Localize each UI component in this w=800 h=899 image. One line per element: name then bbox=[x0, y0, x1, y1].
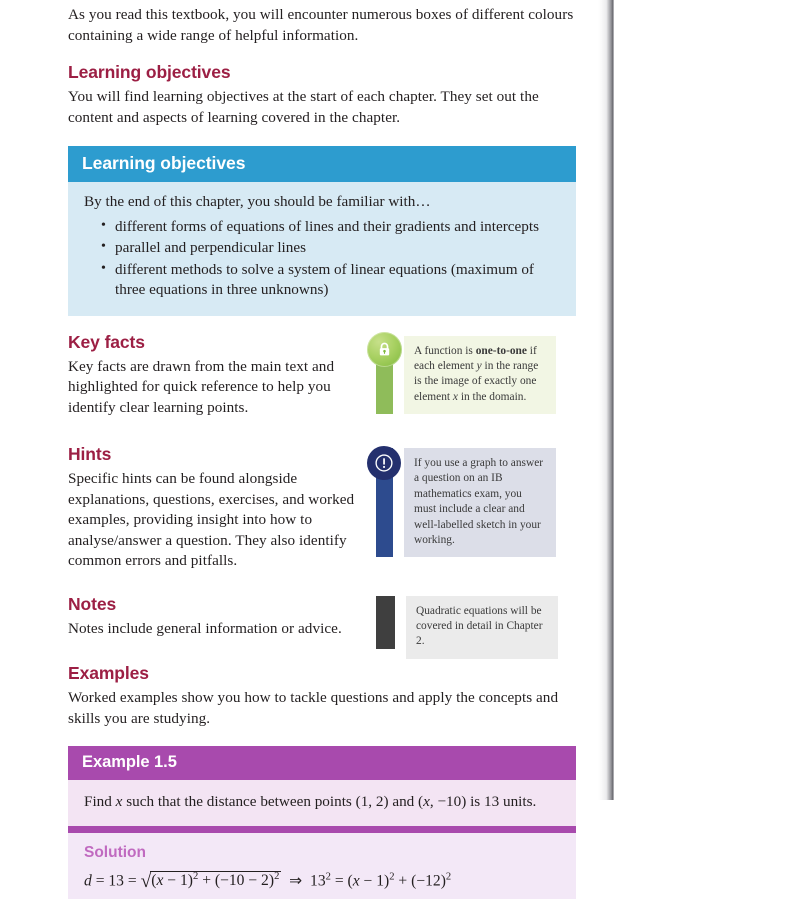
description-learning-objectives: You will find learning objectives at the start of each chapter. They set out the content and aspects of learning covered in the chapter. bbox=[68, 88, 539, 126]
heading-learning-objectives: Learning objectives bbox=[68, 62, 231, 82]
example-box-header bbox=[68, 746, 576, 780]
heading-hints: Hints bbox=[68, 444, 112, 464]
callout-text-run: y bbox=[476, 359, 482, 372]
math-variable-x: x bbox=[115, 793, 123, 810]
learning-objectives-list bbox=[84, 217, 560, 301]
spacer bbox=[68, 418, 576, 434]
spacer bbox=[68, 434, 576, 444]
learning-objectives-box bbox=[68, 146, 576, 316]
callout-text-run: A function is bbox=[414, 344, 476, 357]
hints-row bbox=[68, 444, 576, 572]
learning-objectives-box-title: Learning objectives bbox=[82, 153, 246, 173]
notes-row bbox=[68, 593, 576, 648]
learning-objectives-box-header bbox=[68, 146, 576, 182]
key-facts-callout-text bbox=[404, 336, 556, 415]
example-question: Find x such that the distance between points (1, 2) and (x, −10) is 13 units. bbox=[68, 780, 576, 826]
key-facts-callout bbox=[376, 336, 556, 415]
solution-equation: $d = 13 = √(x - 1)^2 + (-10 - 2)^2$ ⇒ $13^2 = (x - 1)^2 + (-12)^2$ bbox=[84, 870, 452, 892]
notes-text-column bbox=[68, 594, 368, 640]
callout-gap bbox=[395, 596, 406, 659]
math-variable-x: x bbox=[423, 793, 430, 810]
notes-callout-bar bbox=[376, 596, 395, 649]
example-box-title: Example 1.5 bbox=[82, 753, 177, 771]
description-notes: Notes include general information or advice. bbox=[68, 619, 342, 637]
heading-examples: Examples bbox=[68, 663, 149, 683]
key-facts-callout-bar bbox=[376, 336, 393, 415]
hints-callout-bar bbox=[376, 448, 393, 557]
spacer bbox=[68, 316, 576, 332]
exclamation-icon bbox=[367, 446, 401, 480]
page-content bbox=[68, 0, 576, 899]
hints-callout-text: If you use a graph to answer a question on an IB mathematics exam, you must include a clear and well-labelled sketch in your working. bbox=[404, 448, 556, 557]
description-key-facts: Key facts are drawn from the main text and highlighted for quick reference to help you identify clear learning points. bbox=[68, 357, 335, 416]
description-hints: Specific hints can be found alongside explanations, questions, exercises, and worked examples, providing insight into how to analyse/answer a question. They also identify common errors and pitfalls. bbox=[68, 470, 355, 569]
example-box bbox=[68, 746, 576, 899]
description-examples: Worked examples show you how to tackle questions and apply the concepts and skills you are studying. bbox=[68, 689, 559, 727]
callout-text-run: if each element bbox=[414, 344, 537, 372]
callout-text-run: in the domain. bbox=[457, 390, 527, 403]
hints-callout bbox=[376, 448, 556, 557]
solution-body bbox=[68, 833, 576, 899]
notes-callout bbox=[376, 596, 558, 659]
spacer bbox=[68, 572, 576, 588]
key-facts-text-column bbox=[68, 332, 368, 419]
key-facts-row bbox=[68, 332, 576, 419]
learning-objectives-intro: By the end of this chapter, you should be familiar with… bbox=[84, 193, 431, 210]
example-divider bbox=[68, 826, 576, 833]
hints-text-column bbox=[68, 444, 368, 572]
solution-label: Solution bbox=[84, 843, 146, 861]
padlock-icon bbox=[367, 332, 402, 367]
learning-objective-item: • different methods to solve a system of linear equations (maximum of three equations in three unknowns) bbox=[101, 260, 560, 301]
callout-text-run: in the range is the image of exactly one element bbox=[414, 359, 539, 403]
learning-objectives-box-body bbox=[68, 182, 576, 316]
intro-paragraph: As you read this textbook, you will encounter numerous boxes of different colours containing a wide range of helpful information. bbox=[68, 6, 574, 44]
notes-callout-text: Quadratic equations will be covered in detail in Chapter 2. bbox=[406, 596, 558, 659]
callout-text-run: x bbox=[452, 390, 458, 403]
page-outer-background bbox=[614, 0, 800, 800]
heading-notes: Notes bbox=[68, 593, 117, 614]
spacer bbox=[68, 46, 576, 62]
learning-objective-item: • different forms of equations of lines and their gradients and intercepts bbox=[101, 217, 560, 238]
heading-key-facts: Key facts bbox=[68, 331, 145, 352]
learning-objective-item: • parallel and perpendicular lines bbox=[101, 238, 560, 259]
callout-text-run: one-to-one bbox=[475, 344, 527, 357]
